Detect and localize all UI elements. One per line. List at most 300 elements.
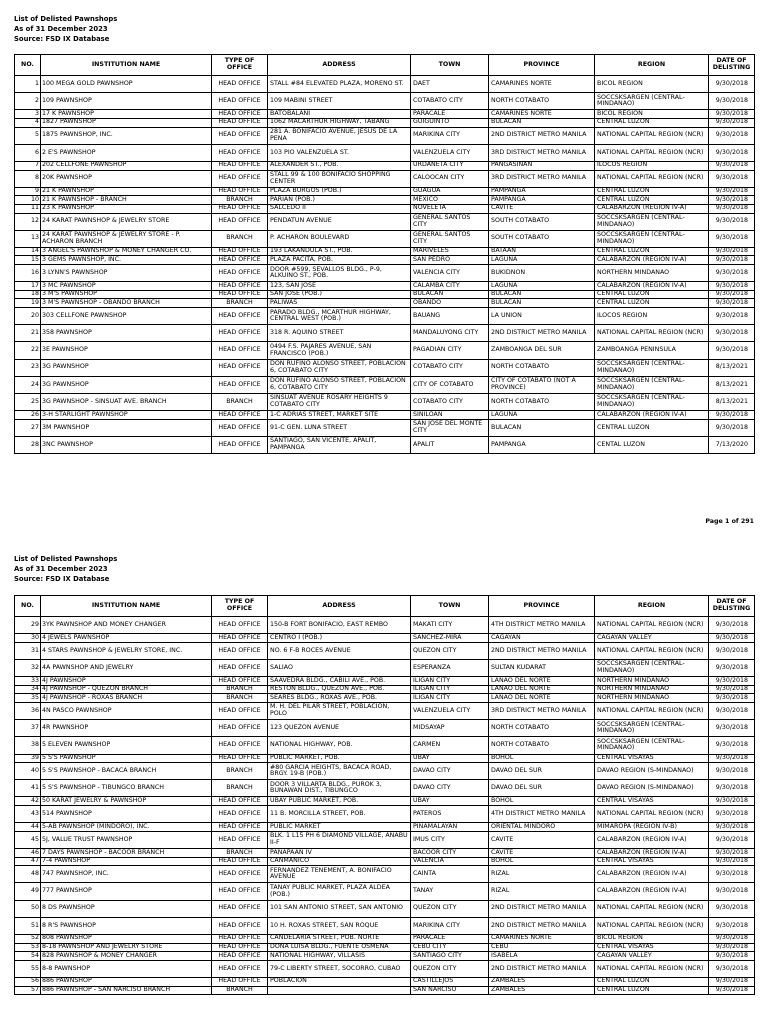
institution-name: 808 PAWNSHOP — [41, 934, 212, 943]
institution-name: 4N PASCO PAWNSHOP — [41, 702, 212, 719]
table-row — [15, 685, 755, 694]
address: SEARES BLDG., ROXAS AVE., POB. — [268, 694, 411, 703]
institution-name: 5 S'S PAWNSHOP - BACACA BRANCH — [41, 763, 212, 780]
province: PAMPANGA — [489, 187, 595, 196]
table-row — [15, 393, 755, 410]
region-header: REGION — [595, 596, 709, 617]
date-of-delisting: 9/30/2018 — [709, 93, 755, 110]
type-of-office: HEAD OFFICE — [212, 325, 268, 342]
date-of-delisting: 9/30/2018 — [709, 118, 755, 127]
type-of-office: HEAD OFFICE — [212, 737, 268, 754]
table-row — [15, 290, 755, 299]
province: NORTH COTABATO — [489, 720, 595, 737]
date-of-delisting: 9/30/2018 — [709, 831, 755, 848]
province: 3RD DISTRICT METRO MANILA — [489, 170, 595, 187]
institution-name: 5 ELEVEN PAWNSHOP — [41, 737, 212, 754]
region: CENTRAL LUZON — [595, 118, 709, 127]
region: NATIONAL CAPITAL REGION (NCR) — [595, 702, 709, 719]
row-number: 7 — [15, 161, 41, 170]
row-number: 35 — [15, 694, 41, 703]
province: LAGUNA — [489, 282, 595, 291]
type-of-office: HEAD OFFICE — [212, 247, 268, 256]
address: STALL #84 ELEVATED PLAZA, MORENO ST. — [268, 76, 411, 93]
page-2 — [14, 554, 754, 995]
town: VALENZUELA CITY — [411, 702, 489, 719]
date-of-delisting: 9/30/2018 — [709, 282, 755, 291]
province: LANAO DEL NORTE — [489, 677, 595, 686]
row-number: 50 — [15, 900, 41, 917]
region: CENTRAL LUZON — [595, 196, 709, 205]
address: SALCEDO II — [268, 204, 411, 213]
date-of-delisting: 9/30/2018 — [709, 934, 755, 943]
region: SOCCSKSARGEN (CENTRAL-MINDANAO) — [595, 359, 709, 376]
table-row — [15, 170, 755, 187]
type-of-office: HEAD OFFICE — [212, 883, 268, 900]
doc-date: As of 31 December 2023 — [14, 565, 108, 573]
address: ALEXANDER ST., POB. — [268, 161, 411, 170]
address — [268, 986, 411, 995]
date-of-delisting: 9/30/2018 — [709, 419, 755, 436]
address: PLAZA BURGOS (POB.) — [268, 187, 411, 196]
row-number: 33 — [15, 677, 41, 686]
institution-name: 3G PAWNSHOP — [41, 359, 212, 376]
province: CAMARINES NORTE — [489, 934, 595, 943]
town: OBANDO — [411, 299, 489, 308]
region: CALABARZON (REGION IV-A) — [595, 411, 709, 420]
region: CAGAYAN VALLEY — [595, 634, 709, 643]
date-of-delisting: 9/30/2018 — [709, 127, 755, 144]
institution-name: 7 DAYS PAWNSHOP - BACOOR BRANCH — [41, 849, 212, 858]
table-row — [15, 187, 755, 196]
region: ILOCOS REGION — [595, 308, 709, 325]
row-number: 53 — [15, 943, 41, 952]
province-header: PROVINCE — [489, 55, 595, 76]
table-row — [15, 849, 755, 858]
address: PARIAN (POB.) — [268, 196, 411, 205]
town: MIDSAYAP — [411, 720, 489, 737]
address: 91-C GEN. LUNA STREET — [268, 419, 411, 436]
province: DAVAO DEL SUR — [489, 780, 595, 797]
town: QUEZON CITY — [411, 900, 489, 917]
type-of-office: HEAD OFFICE — [212, 127, 268, 144]
institution-name: 303 CELLFONE PAWNSHOP — [41, 308, 212, 325]
row-number: 2 — [15, 93, 41, 110]
address: SALIAO — [268, 659, 411, 676]
province: BOHOL — [489, 754, 595, 763]
institution-name: 747 PAWNSHOP, INC. — [41, 866, 212, 883]
date-of-delisting: 9/30/2018 — [709, 917, 755, 934]
address: PUBLIC MARKET, POB. — [268, 754, 411, 763]
type-of-office: HEAD OFFICE — [212, 290, 268, 299]
row-number: 39 — [15, 754, 41, 763]
type-of-office: HEAD OFFICE — [212, 900, 268, 917]
town: MEXICO — [411, 196, 489, 205]
region: CALABARZON (REGION IV-A) — [595, 282, 709, 291]
institution-name: 17 K PAWNSHOP — [41, 110, 212, 119]
province: ZAMBALES — [489, 977, 595, 986]
row-number: 36 — [15, 702, 41, 719]
province: NORTH COTABATO — [489, 393, 595, 410]
address: NO. 6 F-B ROCES AVENUE — [268, 642, 411, 659]
town: ILIGAN CITY — [411, 685, 489, 694]
address: NATIONAL HIGHWAY, POB. — [268, 737, 411, 754]
date-of-delisting: 9/30/2018 — [709, 161, 755, 170]
institution-name: 3 M'S PAWNSHOP - OBANDO BRANCH — [41, 299, 212, 308]
region: NATIONAL CAPITAL REGION (NCR) — [595, 806, 709, 823]
date-of-delisting: 9/30/2018 — [709, 325, 755, 342]
province: 4TH DISTRICT METRO MANILA — [489, 617, 595, 634]
type-of-office: BRANCH — [212, 196, 268, 205]
town-header: TOWN — [411, 596, 489, 617]
region: NATIONAL CAPITAL REGION (NCR) — [595, 917, 709, 934]
address: SAAVEDRA BLDG., CABILI AVE., POB. — [268, 677, 411, 686]
town: COTABATO CITY — [411, 359, 489, 376]
table-row — [15, 677, 755, 686]
town: TANAY — [411, 883, 489, 900]
address: 103 PIO VALENZUELA ST. — [268, 144, 411, 161]
region: NATIONAL CAPITAL REGION (NCR) — [595, 960, 709, 977]
address: CANMANICO — [268, 857, 411, 866]
institution-name: 8-8 PAWNSHOP — [41, 960, 212, 977]
region: NATIONAL CAPITAL REGION (NCR) — [595, 127, 709, 144]
address: NATIONAL HIGHWAY, VILLASIS — [268, 952, 411, 961]
address: DOOR #599, SEVALLOS BLDG., P-9, ALKUINO ST., POB. — [268, 265, 411, 282]
table-row — [15, 359, 755, 376]
province: BULACAN — [489, 118, 595, 127]
type-of-office: HEAD OFFICE — [212, 797, 268, 806]
institution-name: 1827 PAWNSHOP — [41, 118, 212, 127]
date-of-delisting: 9/30/2018 — [709, 342, 755, 359]
address: #80 GARCIA HEIGHTS, BACACA ROAD, BRGY. 19-B (POB.) — [268, 763, 411, 780]
province: LAGUNA — [489, 411, 595, 420]
address: PANAPAAN IV — [268, 849, 411, 858]
address: CANDELARIA STREET, POB. NORTE — [268, 934, 411, 943]
town: PARACALE — [411, 110, 489, 119]
table-row — [15, 265, 755, 282]
row-number: 11 — [15, 204, 41, 213]
province: LANAO DEL NORTE — [489, 685, 595, 694]
doc-source: Source: FSD IX Database — [14, 35, 110, 43]
town: NOVELETA — [411, 204, 489, 213]
region: CALABARZON (REGION IV-A) — [595, 831, 709, 848]
province: 2ND DISTRICT METRO MANILA — [489, 642, 595, 659]
row-number: 41 — [15, 780, 41, 797]
type-of-office: HEAD OFFICE — [212, 256, 268, 265]
table-row — [15, 93, 755, 110]
town: VALENCIA CITY — [411, 265, 489, 282]
type-of-office: HEAD OFFICE — [212, 93, 268, 110]
institution-name: 2 E'S PAWNSHOP — [41, 144, 212, 161]
date-of-delisting: 9/30/2018 — [709, 737, 755, 754]
type-of-office: HEAD OFFICE — [212, 213, 268, 230]
address: 0494 F.S. PAJARES AVENUE, SAN FRANCISCO (POB.) — [268, 342, 411, 359]
institution-name: 8 DS PAWNSHOP — [41, 900, 212, 917]
date-of-delisting: 9/30/2018 — [709, 204, 755, 213]
row-number: 8 — [15, 170, 41, 187]
province: SULTAN KUDARAT — [489, 659, 595, 676]
row-number: 40 — [15, 763, 41, 780]
institution-name: 3 ANGEL'S PAWNSHOP & MONEY CHANGER CO. — [41, 247, 212, 256]
date-of-delisting: 9/30/2018 — [709, 265, 755, 282]
table-row — [15, 977, 755, 986]
type-of-office: BRANCH — [212, 780, 268, 797]
doc-source: Source: FSD IX Database — [14, 575, 110, 583]
town: PATEROS — [411, 806, 489, 823]
table-row — [15, 325, 755, 342]
town: VALENCIA — [411, 857, 489, 866]
row-number: 30 — [15, 634, 41, 643]
table-row — [15, 780, 755, 797]
institution-name: 24 KARAT PAWNSHOP & JEWELRY STORE — [41, 213, 212, 230]
province: LANAO DEL NORTE — [489, 694, 595, 703]
province: SOUTH COTABATO — [489, 230, 595, 247]
date-of-delisting: 9/30/2018 — [709, 642, 755, 659]
region: CENTRAL LUZON — [595, 247, 709, 256]
table-row — [15, 763, 755, 780]
institution-name: 109 PAWNSHOP — [41, 93, 212, 110]
type-of-office: HEAD OFFICE — [212, 677, 268, 686]
date-of-delisting: 9/30/2018 — [709, 952, 755, 961]
table-row — [15, 857, 755, 866]
type-of-office-header: TYPE OF OFFICE — [212, 596, 268, 617]
address: 193 LAKANDULA ST., POB. — [268, 247, 411, 256]
town: SAN JOSE DEL MONTE CITY — [411, 419, 489, 436]
type-of-office: HEAD OFFICE — [212, 943, 268, 952]
institution-name: 777 PAWNSHOP — [41, 883, 212, 900]
province: BULACAN — [489, 419, 595, 436]
institution-name: 20K PAWNSHOP — [41, 170, 212, 187]
table-row — [15, 917, 755, 934]
province: CAMARINES NORTE — [489, 76, 595, 93]
town: GENERAL SANTOS CITY — [411, 230, 489, 247]
region: SOCCSKSARGEN (CENTRAL-MINDANAO) — [595, 720, 709, 737]
row-number: 55 — [15, 960, 41, 977]
date-of-delisting: 8/13/2021 — [709, 393, 755, 410]
table-row — [15, 110, 755, 119]
table-row — [15, 299, 755, 308]
region: SOCCSKSARGEN (CENTRAL-MINDANAO) — [595, 230, 709, 247]
address: 11 B. MORCILLA STREET, POB. — [268, 806, 411, 823]
address: P. ACHARON BOULEVARD — [268, 230, 411, 247]
region: NATIONAL CAPITAL REGION (NCR) — [595, 144, 709, 161]
date-of-delisting: 9/30/2018 — [709, 144, 755, 161]
town: BULACAN — [411, 290, 489, 299]
institution-name: 514 PAWNSHOP — [41, 806, 212, 823]
town: COTABATO CITY — [411, 93, 489, 110]
province: LA UNION — [489, 308, 595, 325]
institution-name: 886 PAWNSHOP — [41, 977, 212, 986]
date-of-delisting: 9/30/2018 — [709, 960, 755, 977]
date-of-delisting: 9/30/2018 — [709, 883, 755, 900]
address: DON RUFINO ALONSO STREET, POBLACION 6, COTABATO CITY — [268, 359, 411, 376]
address: FERNANDEZ TENEMENT, A. BONIFACIO AVENUE — [268, 866, 411, 883]
table-row — [15, 960, 755, 977]
date-of-delisting: 9/30/2018 — [709, 196, 755, 205]
institution-name: 7-4 PAWNSHOP — [41, 857, 212, 866]
row-number: 43 — [15, 806, 41, 823]
type-of-office: BRANCH — [212, 685, 268, 694]
type-of-office: BRANCH — [212, 986, 268, 995]
type-of-office: HEAD OFFICE — [212, 642, 268, 659]
row-number: 51 — [15, 917, 41, 934]
type-of-office: HEAD OFFICE — [212, 282, 268, 291]
region: NATIONAL CAPITAL REGION (NCR) — [595, 325, 709, 342]
row-number: 45 — [15, 831, 41, 848]
table-row — [15, 282, 755, 291]
type-of-office: HEAD OFFICE — [212, 866, 268, 883]
institution-name: 5-AB PAWNSHOP (MINDORO), INC. — [41, 823, 212, 832]
region: NATIONAL CAPITAL REGION (NCR) — [595, 170, 709, 187]
row-number: 27 — [15, 419, 41, 436]
institution-name: 4A PAWNSHOP AND JEWELRY — [41, 659, 212, 676]
region: CENTRAL VISAYAS — [595, 754, 709, 763]
no-header: NO. — [15, 596, 41, 617]
row-number: 47 — [15, 857, 41, 866]
region: CALABARZON (REGION IV-A) — [595, 883, 709, 900]
row-number: 31 — [15, 642, 41, 659]
address: RESTON BLDG., QUEZON AVE., POB. — [268, 685, 411, 694]
province: LAGUNA — [489, 256, 595, 265]
row-number: 20 — [15, 308, 41, 325]
row-number: 16 — [15, 265, 41, 282]
province: 3RD DISTRICT METRO MANILA — [489, 702, 595, 719]
date-of-delisting: 9/30/2018 — [709, 685, 755, 694]
town: DAVAO CITY — [411, 763, 489, 780]
date-of-delisting-header: DATE OF DELISTING — [709, 55, 755, 76]
institution-name: 3 GEMS PAWNSHOP, INC. — [41, 256, 212, 265]
table-row — [15, 900, 755, 917]
table-body — [15, 76, 755, 454]
province: CAGAYAN — [489, 634, 595, 643]
type-of-office: HEAD OFFICE — [212, 960, 268, 977]
type-of-office: HEAD OFFICE — [212, 342, 268, 359]
institution-name: 4J PAWNSHOP — [41, 677, 212, 686]
region: SOCCSKSARGEN (CENTRAL-MINDANAO) — [595, 213, 709, 230]
table-row — [15, 144, 755, 161]
address: 1062 MACARTHUR HIGHWAY, TABANG — [268, 118, 411, 127]
row-number: 21 — [15, 325, 41, 342]
row-number: 28 — [15, 436, 41, 453]
province: CEBU — [489, 943, 595, 952]
row-number: 42 — [15, 797, 41, 806]
province: NORTH COTABATO — [489, 359, 595, 376]
table-row — [15, 806, 755, 823]
address: UBAY PUBLIC MARKET, POB. — [268, 797, 411, 806]
region: CENTRAL LUZON — [595, 187, 709, 196]
table-row — [15, 943, 755, 952]
town: CALAMBA CITY — [411, 282, 489, 291]
type-of-office: HEAD OFFICE — [212, 308, 268, 325]
row-number: 24 — [15, 376, 41, 393]
institution-name: 3G PAWNSHOP - SINSUAT AVE. BRANCH — [41, 393, 212, 410]
table-row — [15, 952, 755, 961]
province: SOUTH COTABATO — [489, 213, 595, 230]
address: PLAZA PACITA, POB. — [268, 256, 411, 265]
institution-name: 3M PAWNSHOP — [41, 419, 212, 436]
region: CALABARZON (REGION IV-A) — [595, 204, 709, 213]
region: BICOL REGION — [595, 934, 709, 943]
region: CAGAYAN VALLEY — [595, 952, 709, 961]
delisted-table-page-1 — [14, 54, 755, 454]
row-number: 18 — [15, 290, 41, 299]
region: ILOCOS REGION — [595, 161, 709, 170]
address: DON RUFINO ALONSO STREET, POBLACION 6, COTABATO CITY — [268, 376, 411, 393]
province: 4TH DISTRICT METRO MANILA — [489, 806, 595, 823]
town: CEBU CITY — [411, 943, 489, 952]
row-number: 25 — [15, 393, 41, 410]
region: NORTHERN MINDANAO — [595, 677, 709, 686]
type-of-office: HEAD OFFICE — [212, 170, 268, 187]
date-of-delisting: 9/30/2018 — [709, 187, 755, 196]
column-header-row — [15, 596, 755, 617]
row-number: 29 — [15, 617, 41, 634]
table-row — [15, 230, 755, 247]
address: 101 SAN ANTONIO STREET, SAN ANTONIO — [268, 900, 411, 917]
institution-name: 3YK PAWNSHOP AND MONEY CHANGER — [41, 617, 212, 634]
type-of-office: HEAD OFFICE — [212, 720, 268, 737]
town: GUIGUINTO — [411, 118, 489, 127]
row-number: 49 — [15, 883, 41, 900]
institution-name: 50 KARAT JEWELRY & PAWNSHOP — [41, 797, 212, 806]
town: QUEZON CITY — [411, 642, 489, 659]
region: SOCCSKSARGEN (CENTRAL-MINDANAO) — [595, 376, 709, 393]
row-number: 52 — [15, 934, 41, 943]
date-of-delisting: 9/30/2018 — [709, 763, 755, 780]
type-of-office: BRANCH — [212, 299, 268, 308]
doc-date: As of 31 December 2023 — [14, 25, 108, 33]
institution-name: 3 LYNN'S PAWNSHOP — [41, 265, 212, 282]
type-of-office: HEAD OFFICE — [212, 617, 268, 634]
town: CASTILLEJOS — [411, 977, 489, 986]
town: CITY OF COTABATO — [411, 376, 489, 393]
region: DAVAO REGION (S-MINDANAO) — [595, 763, 709, 780]
town: DAET — [411, 76, 489, 93]
row-number: 56 — [15, 977, 41, 986]
address: 123, SAN JOSE — [268, 282, 411, 291]
town: SINILOAN — [411, 411, 489, 420]
type-of-office: BRANCH — [212, 694, 268, 703]
table-row — [15, 797, 755, 806]
region: CENTRAL VISAYAS — [595, 857, 709, 866]
institution-name: 5 S'S PAWNSHOP — [41, 754, 212, 763]
table-row — [15, 127, 755, 144]
address: SINSUAT AVENUE ROSARY HEIGHTS 9 COTABATO CITY — [268, 393, 411, 410]
region: CENTAL LUZON — [595, 436, 709, 453]
type-of-office: HEAD OFFICE — [212, 831, 268, 848]
table-row — [15, 342, 755, 359]
region: BICOL REGION — [595, 76, 709, 93]
date-of-delisting: 9/30/2018 — [709, 170, 755, 187]
address: M. H. DEL PILAR STREET, POBLACION, POLO — [268, 702, 411, 719]
row-number: 26 — [15, 411, 41, 420]
type-of-office: HEAD OFFICE — [212, 411, 268, 420]
institution-name: 23 K PAWNSHOP — [41, 204, 212, 213]
region: SOCCSKSARGEN (CENTRAL-MINDANAO) — [595, 659, 709, 676]
row-number: 9 — [15, 187, 41, 196]
region: CENTRAL VISAYAS — [595, 797, 709, 806]
type-of-office: HEAD OFFICE — [212, 76, 268, 93]
type-of-office: HEAD OFFICE — [212, 110, 268, 119]
region: BICOL REGION — [595, 110, 709, 119]
row-number: 46 — [15, 849, 41, 858]
institution-name-header: INSTITUTION NAME — [41, 596, 212, 617]
town: CAINTA — [411, 866, 489, 883]
delisted-table-page-2 — [14, 595, 755, 995]
date-of-delisting: 9/30/2018 — [709, 866, 755, 883]
region: SOCCSKSARGEN (CENTRAL-MINDANAO) — [595, 93, 709, 110]
table-row — [15, 986, 755, 995]
province: NORTH COTABATO — [489, 93, 595, 110]
